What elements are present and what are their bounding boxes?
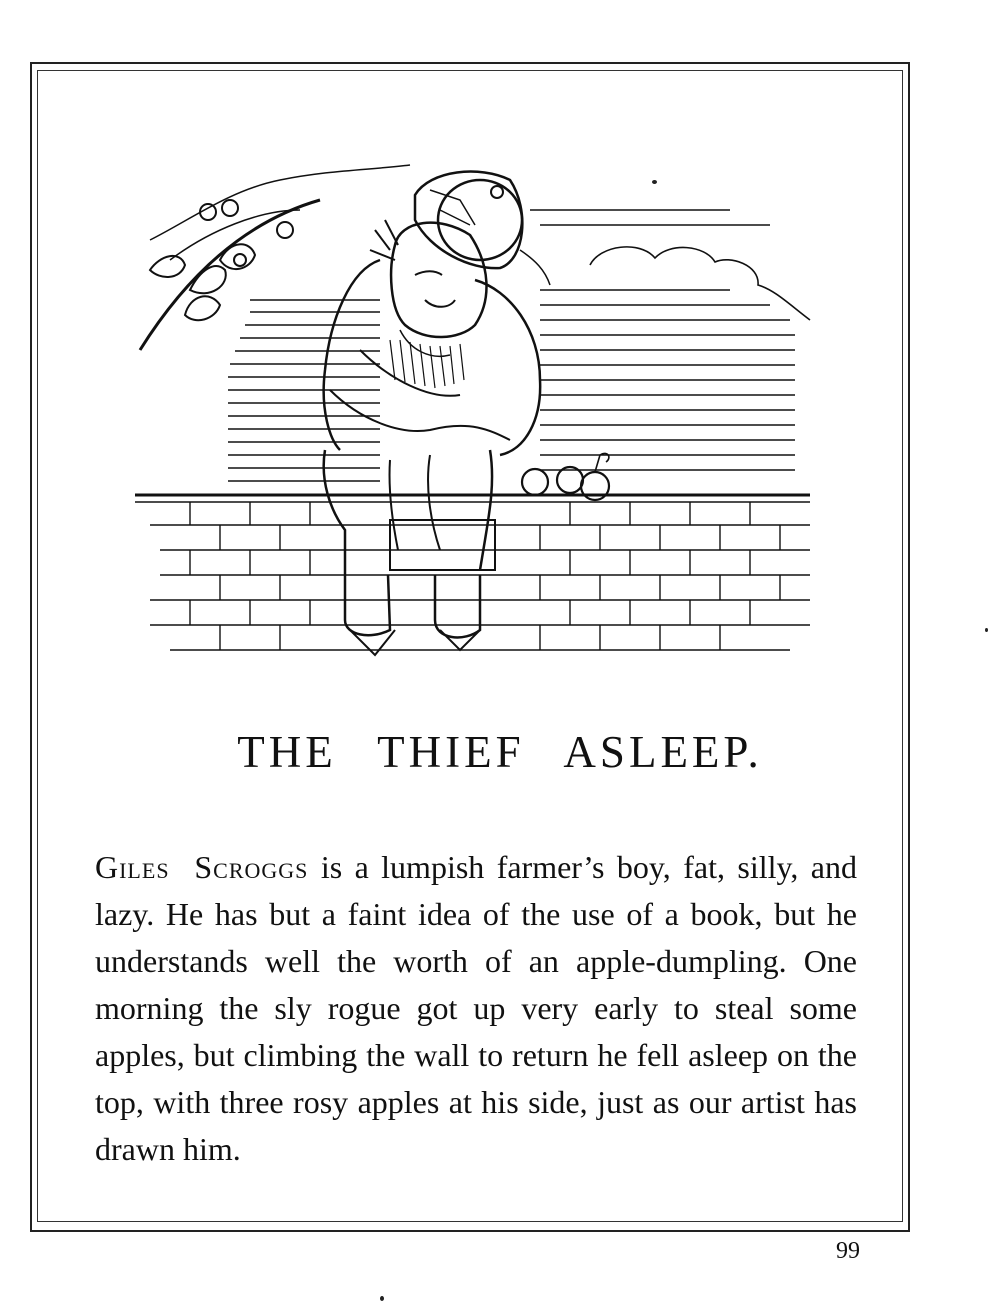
name-last: Scroggs xyxy=(194,849,309,885)
paragraph-rest: is a lumpish farmer’s boy, fat, silly, and lazy. He has but a faint idea of the use of a book, but he understands well the worth of an apple-dumpling. One morning the sly rogue got up very early to steal some apples, but climbing the wall to return he fell asleep on the top, with three rosy apples at his side, just as our artist has drawn him. xyxy=(95,849,858,1167)
apple-branch xyxy=(140,165,410,350)
name-first: Giles xyxy=(95,849,170,885)
ink-speck xyxy=(652,180,657,184)
page-number: 99 xyxy=(836,1238,860,1264)
wall-top xyxy=(135,495,810,502)
ink-speck xyxy=(985,628,988,632)
coat xyxy=(324,260,540,455)
ink-speck xyxy=(380,1296,384,1301)
body-paragraph xyxy=(95,844,857,1173)
hat xyxy=(415,172,550,285)
cloud xyxy=(590,247,810,320)
apples-on-wall xyxy=(522,453,609,500)
sky-hatching xyxy=(228,210,795,481)
page-title: THE THIEF ASLEEP. xyxy=(237,727,763,777)
illustration-thief-asleep xyxy=(130,150,830,670)
